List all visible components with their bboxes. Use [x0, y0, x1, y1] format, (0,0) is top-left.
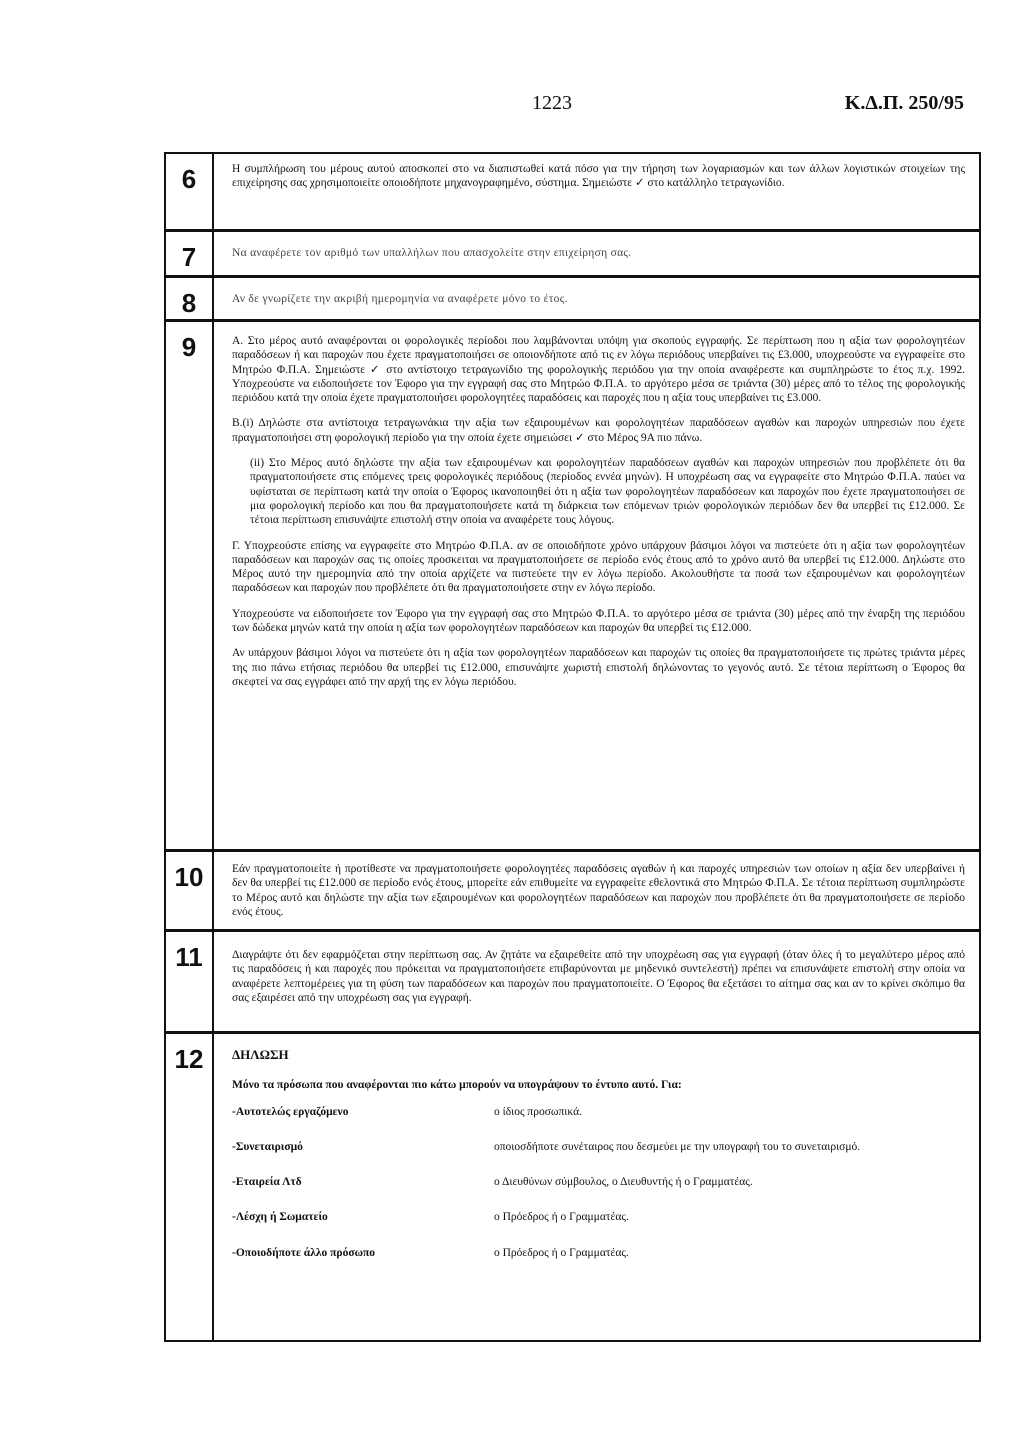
section-number: 7	[166, 232, 214, 275]
page-header	[0, 92, 1024, 132]
section-number: 9	[166, 322, 214, 849]
entity-type: -Λέσχη ή Σωματείο	[232, 1211, 328, 1224]
paragraph-9b-i: Β.(i) Δηλώστε στα αντίστοιχα τετραγωνάκια την αξία των εξαιρουμένων και φορολογητέων παραδόσεων αγαθών και παροχών υπηρεσιών που έχετε πραγματοποιήσει στη φορολογική περίοδο για την οποία έχετε σημειώσει ✓ στο Μέρος 9Α πιο πάνω.	[232, 417, 965, 444]
entity-type: -Αυτοτελώς εργαζόμενο	[232, 1105, 349, 1118]
authorized-signer: ο Πρόεδρος ή ο Γραμματέας.	[494, 1246, 629, 1259]
declaration-intro: Μόνο τα πρόσωπα που αναφέρονται πιο κάτω μπορούν να υπογράψουν το έντυπο αυτό. Για:	[232, 1079, 682, 1092]
entity-type: -Οποιοδήποτε άλλο πρόσωπο	[232, 1246, 376, 1259]
section-9	[166, 322, 979, 852]
section-text: Διαγράψτε ότι δεν εφαρμόζεται στην περίπτωση σας. Αν ζητάτε να εξαιρεθείτε από την υποχρέωση σας για εγγραφή (όταν όλες ή το μεγαλύτερο μέρος από τις παραδόσεις ή και παροχές που πρόκειται να πραγματοποιήσετε επιβαρύνονται με μηδενικό συντελεστή) πρέπει να επισυνάψετε επιστολή στην οποία να αναφέρετε λεπτομέρειες για τη φύση των παραδόσεων και παροχών που πραγματοποιείτε. Ο Έφορος θα εξετάσει το αίτημα σας και αν το κρίνει σκόπιμο θα σας εξαιρέσει από την υποχρέωση σας για εγγραφή.	[232, 949, 965, 1004]
document-reference: Κ.Δ.Π. 250/95	[844, 92, 964, 114]
section-12	[166, 1034, 979, 1340]
section-10	[166, 852, 979, 932]
section-text: Να αναφέρετε τον αριθμό των υπαλλήλων που απασχολείτε στην επιχείρηση σας.	[232, 247, 632, 259]
paragraph-9c-1: Γ. Υποχρεούστε επίσης να εγγραφείτε στο Μητρώο Φ.Π.Α. αν σε οποιοδήποτε χρόνο υπάρχουν βάσιμοι λόγοι να πιστεύετε ότι η αξία των φορολογητέων παραδόσεων και παροχών σας τις οποίες προσκειται να πραγματοποιήσετε σε περίοδο ενός έτους από το χρόνο αυτό θα υπερβεί τις £12.000. Δηλώστε στο Μέρος αυτό την ημερομηνία από την οποία αρχίζετε να πιστεύετε την εν λόγω περίοδο. Ακολουθήστε τα ποσά των εξαιρουμένων και φορολογητέων παραδόσεων και παροχών που προβλέπετε ότι θα πραγματοποιήσετε στην εν λόγω περίοδο.	[232, 539, 965, 595]
declaration-row	[232, 1246, 965, 1260]
paragraph-9c-3: Αν υπάρχουν βάσιμοι λόγοι να πιστεύετε ότι η αξία των φορολογητέων παραδόσεων και παροχών τις οποίες θα πραγματοποιήσετε τις πρώτες τριάντα μέρες της πιο πάνω ετήσιας περιόδου θα υπερβεί τις £12.000, επισυνάψτε χωριστή επιστολή δηλώνοντας το γεγονός αυτό. Σε τέτοια περίπτωση ο Έφορος θα σκεφτεί να σας εγγράφει από την αρχή της εν λόγω περιόδου.	[232, 647, 965, 688]
entity-type: -Συνεταιρισμό	[232, 1140, 303, 1153]
declaration-row	[232, 1210, 965, 1224]
section-number: 6	[166, 154, 214, 229]
paragraph-9b-ii: (ii) Στο Μέρος αυτό δηλώστε την αξία των εξαιρουμένων και φορολογητέων παραδόσεων αγαθών και παροχών υπηρεσιών που προβλέπετε ότι θα πραγματοποιήσετε στις επόμενες τρεις φορολογικές περιόδους (περίοδος εννέα μηνών). Η υποχρέωση σας να εγγραφείτε στο Μητρώο Φ.Π.Α. παύει να υφίσταται σε περίπτωση κατά την οποία ο Έφορος ικανοποιηθεί ότι η αξία των φορολογητέων παραδόσεων και παροχών που έχετε πραγματοποιήσει σε μια φορολογική περίοδο και που θα πραγματοποιήσετε κατά τη διάρκεια των επόμενων τριών φορολογικών περιόδων δεν θα υπερβεί τις £12.000. Σε τέτοια περίπτωση επισυνάψτε επιστολή στην οποία να αναφέρετε τους λόγους.	[250, 457, 965, 527]
section-8	[166, 278, 979, 322]
section-number: 8	[166, 278, 214, 319]
declaration-row	[232, 1140, 965, 1154]
entity-type: -Εταιρεία Λτδ	[232, 1176, 302, 1189]
section-number: 10	[166, 852, 214, 929]
declaration-title: ΔΗΛΩΣΗ	[232, 1047, 289, 1062]
section-6	[166, 154, 979, 232]
page-number: 1223	[532, 92, 572, 114]
authorized-signer: ο Πρόεδρος ή ο Γραμματέας.	[494, 1211, 629, 1224]
section-number: 12	[166, 1034, 214, 1340]
paragraph-9c-2: Υποχρεούστε να ειδοποιήσετε τον Έφορο για την εγγραφή σας στο Μητρώο Φ.Π.Α. το αργότερο μέσα σε τριάντα (30) μέρες από την έναρξη της περιόδου των δώδεκα μηνών κατά την οποία η αξία των φορολογητέων παραδόσεων και παροχών θα υπερβεί τις £12.000.	[232, 607, 965, 635]
paragraph-9a: Α. Στο μέρος αυτό αναφέρονται οι φορολογικές περίοδοι που λαμβάνονται υπόψη για σκοπούς εγγραφής. Σε περίπτωση που η αξία των φορολογητέων παραδόσεων ή και παροχών που έχετε πραγματοποιήσει σε οποιονδήποτε από τις εν λόγω περιόδους υπερβαίνει τις £3.000, υποχρεούστε να εγγραφείτε στο Μητρώο Φ.Π.Α. Σημειώστε ✓ στο αντίστοιχο τετραγωνίδιο της φορολογικής περιόδου για την οποία αναφέρεστε και συμπληρώστε το έτος π.χ. 1992. Υποχρεούστε να ειδοποιήσετε τον Έφορο για την εγγραφή σας στο Μητρώο Φ.Π.Α. το αργότερο μέσα σε τριάντα (30) μέρες από το τέλος της φορολογικής περιόδου κατά την οποία έχετε πραγματοποιήσει φορολογητέες παραδόσεις και παροχές που η αξία τους υπερβαίνει τις £3.000.	[232, 335, 965, 405]
authorized-signer: οποιοσδήποτε συνέταιρος που δεσμεύει με την υπογραφή του το συνεταιρισμό.	[494, 1140, 861, 1153]
section-number: 11	[166, 932, 214, 1031]
form-notes-table	[164, 152, 981, 1342]
authorized-signer: ο ίδιος προσωπικά.	[494, 1105, 582, 1118]
section-text: Η συμπλήρωση του μέρους αυτού αποσκοπεί στο να διαπιστωθεί κατά πόσο για την τήρηση των λογαριασμών και των άλλων λογιστικών στοιχείων της επιχείρησης σας χρησιμοποιείτε οποιοδήποτε μηχανογραφημένο, σύστημα. Σημειώστε ✓ στο κατάλληλο τετραγωνίδιο.	[232, 163, 965, 190]
declaration-row	[232, 1105, 965, 1119]
section-text: Αν δε γνωρίζετε την ακριβή ημερομηνία να αναφέρετε μόνο το έτος.	[232, 293, 568, 305]
authorized-signer: ο Διευθύνων σύμβουλος, ο Διευθυντής ή ο Γραμματέας.	[494, 1176, 753, 1189]
section-7	[166, 232, 979, 278]
declaration-row	[232, 1175, 965, 1189]
section-11	[166, 932, 979, 1034]
section-text: Εάν πραγματοποιείτε ή προτίθεστε να πραγματοποιήσετε φορολογητέες παραδόσεις αγαθών ή και παροχές υπηρεσιών των οποίων η αξία δεν υπερβαίνει ή δεν θα υπερβεί τις £12.000 σε περίοδο ενός έτους, μπορείτε εάν επιθυμείτε να εγγραφείτε εθελοντικά στο Μητρώο Φ.Π.Α. Σε τέτοια περίπτωση συμπληρώστε το Μέρος αυτό και δηλώστε την αξία των εξαιρουμένων και φορολογητέων παραδόσεων και παροχών που προβλέπετε ότι θα πραγματοποιήσετε σε περίοδο ενός έτους.	[232, 863, 965, 918]
